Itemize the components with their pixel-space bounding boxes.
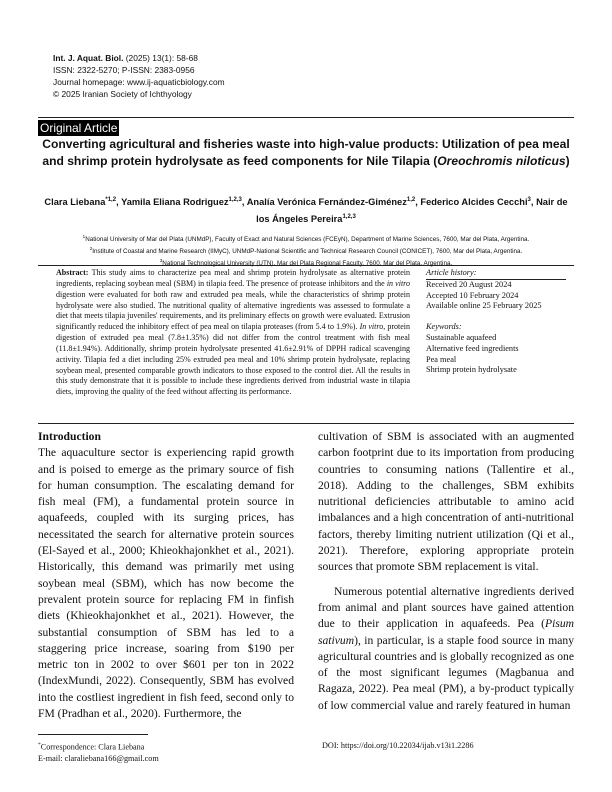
abstract-italic-1: in vitro bbox=[386, 278, 410, 288]
received-date: Received 20 August 2024 bbox=[426, 279, 512, 289]
correspondence: Correspondence: Clara Liebana bbox=[40, 742, 145, 752]
correspondence-email[interactable]: E-mail: claraliebana166@gmail.com bbox=[38, 753, 159, 763]
article-type-badge: Original Article bbox=[40, 121, 118, 135]
affiliation-line bbox=[40, 233, 572, 245]
affiliation-text: Institute of Coastal and Marine Research (IIMyC), UNMdP-National Scientific and Technical Research Council (CONICET), 7600, Mar del Plata, Argentina. bbox=[92, 247, 523, 255]
online-date: Available online 25 February 2025 bbox=[426, 301, 542, 311]
article-sidebar bbox=[426, 268, 576, 376]
keyword-item: Pea meal bbox=[426, 354, 457, 364]
intro-p2-text-b: ), in particular, is a staple food source in many agricultural countries and is globally recognized as one of the most significant legumes (Magbanua and Ragaza, 2022). Pea meal (PM), a by-product typically of low commercial value and rarely featured in human bbox=[318, 633, 574, 712]
author-name: Analía Verónica Fernández-Giménez bbox=[246, 197, 407, 208]
accepted-date: Accepted 10 February 2024 bbox=[426, 290, 519, 300]
abstract-text-3: , protein digestion of extruded pea meal (7.8±1.35%) did not differ from the control treatment with fish meal (11.8±1.94%). Additionally, shrimp protein hydrolysate presented 41.6±2.91% of DPPH radical scavenging activity. Tilapia fed a diet including 25% extruded pea meal and 10% shrimp protein hydrolysate, replacing soybean meal, presented comparable growth indicators to those exposed to the control diet. All the results in this study demonstrate that it is possible to include these ingredients derived from industrial waste in tilapia diets, improving the quality of the feed without affecting its performance. bbox=[56, 322, 410, 397]
abstract-italic-2: In vitro bbox=[359, 322, 384, 332]
author-separator: , bbox=[530, 197, 537, 208]
affiliation-line bbox=[40, 245, 572, 257]
abstract-text-1: This study aims to characterize pea meal and shrimp protein hydrolysate as alternative protein ingredients, replacing soybean meal (SBM) in tilapia feed. The presence of protease inhibitors and the bbox=[56, 268, 410, 288]
affiliations bbox=[40, 233, 572, 269]
volume-info: (2025) 13(1): 58-68 bbox=[123, 53, 198, 63]
footnote-rule bbox=[38, 734, 148, 735]
journal-header bbox=[53, 52, 353, 100]
author-separator: , bbox=[415, 197, 421, 208]
left-column bbox=[38, 429, 294, 722]
author-name: Nair de los Ángeles Pereira bbox=[256, 197, 568, 224]
abstract-label: Abstract: bbox=[56, 268, 89, 277]
journal-citation bbox=[53, 52, 353, 64]
intro-p2-text-a: Numerous potential alternative ingredients derived from animal and plant sources have gained attention due to their application in aquafeeds. Pea ( bbox=[318, 584, 574, 631]
author-affiliation-marker: 1,2 bbox=[406, 197, 416, 203]
keyword-item: Sustainable aquafeed bbox=[426, 332, 497, 342]
author-separator: , bbox=[116, 197, 122, 208]
species-name: Pisum sativum bbox=[318, 617, 574, 647]
author-affiliation-marker: 3 bbox=[527, 197, 531, 203]
article-history-label: Article history: bbox=[426, 268, 477, 277]
journal-homepage[interactable]: Journal homepage: www.ij-aquaticbiology.com bbox=[53, 77, 225, 87]
title-main: Converting agricultural and fisheries waste into high-value products: Utilization of pea meal and shrimp protein hydrolysate as feed components for Nile Tilapia ( bbox=[42, 137, 570, 169]
issn: ISSN: 2322-5270; P-ISSN: 2383-0956 bbox=[53, 65, 195, 75]
title-end: ) bbox=[565, 154, 570, 169]
author-separator: , bbox=[241, 197, 247, 208]
intro-paragraph-2 bbox=[318, 584, 574, 714]
copyright: © 2025 Iranian Society of Ichthyology bbox=[53, 89, 192, 99]
title-species: Oreochromis niloticus bbox=[437, 154, 566, 169]
affiliation-line bbox=[40, 257, 572, 269]
affiliation-number: 1 bbox=[82, 234, 86, 239]
author-affiliation-marker: 1,2,3 bbox=[342, 213, 356, 220]
author-affiliation-marker: *1,2 bbox=[105, 197, 117, 203]
article-title bbox=[40, 136, 572, 171]
abstract-top-rule bbox=[38, 265, 574, 266]
intro-paragraph-1: The aquaculture sector is experiencing rapid growth and is poised to emerge as the primary source of fish for human consumption. The escalating demand for fish meal (FM), a fundamental protein source in aquafeeds, coupled with its surging prices, has necessitated the search for alternative protein sources (El-Sayed et al., 2000; Khieokhajonkhet et al., 2021). Historically, this demand was primarily met using soybean meal (SBM), which has now become the prevalent protein source for replacing FM in finfish diets (Khieokhajonkhet et al., 2021). However, the substantial consumption of SBM has led to a staggering price increase, soaring from $190 per metric ton in 2002 to over $601 per ton in 2022 (IndexMundi, 2022). Consequently, SBM has evolved into the costliest ingredient in fish feed, second only to FM (Pradhan et al., 2020). Furthermore, the bbox=[38, 446, 294, 721]
abstract-text-2: digestion were evaluated for both raw and extruded pea meals, while the characteristics of shrimp protein hydrolysate were also studied. The nutritional quality of alternative ingredients was assessed to formulate a diet that meets tilapia juveniles' requirements, and its preliminary effects on growth were evaluated. Extrusion significantly reduced the inhibitory effect of pea meal on tilapia proteases (from 5.4 to 1.9%). bbox=[56, 289, 410, 332]
author-list bbox=[40, 193, 572, 226]
footnote bbox=[38, 740, 159, 764]
author-name: Clara Liebana bbox=[44, 197, 106, 208]
keyword-item: Shrimp protein hydrolysate bbox=[426, 365, 517, 375]
affiliation-number: 3 bbox=[159, 257, 163, 263]
intro-paragraph-1-cont: cultivation of SBM is associated with an augmented carbon footprint due to its importation from producing countries to consuming nations (Tallentire et al., 2018). Adding to the challenges, SBM exhibits nutritional deficiencies attributable to amino acid imbalances and a high concentration of anti-nutritional factors, thereby limiting nutrient utilization (Qi et al., 2021). Therefore, exploring appropriate protein sources that promote SBM replacement is vital. bbox=[318, 430, 574, 574]
author-affiliation-marker: 1,2,3 bbox=[228, 197, 242, 203]
abstract bbox=[56, 268, 410, 398]
keyword-item: Alternative feed ingredients bbox=[426, 343, 519, 353]
affiliation-text: National Technological University (UTN), Mar del Plata Regional Faculty, 7600, Mar del Plata, Argentina. bbox=[162, 259, 453, 267]
journal-name: Int. J. Aquat. Biol. bbox=[53, 53, 124, 63]
introduction-heading: Introduction bbox=[38, 430, 101, 443]
header-divider bbox=[38, 117, 574, 118]
author-name: Yamila Eliana Rodriguez bbox=[121, 197, 229, 208]
author-name: Federico Alcides Cecchi bbox=[420, 197, 528, 208]
footnote-marker: * bbox=[38, 742, 41, 748]
doi-link[interactable]: DOI: https://doi.org/10.22034/ijab.v13i1.2286 bbox=[322, 741, 474, 750]
keywords-label: Keywords: bbox=[426, 322, 462, 332]
abstract-bottom-rule bbox=[38, 423, 574, 424]
affiliation-text: National University of Mar del Plata (UNMdP), Faculty of Exact and Natural Sciences (FCEyN), Department of Marine Sciences, 7600, Mar del Plata, Argentina. bbox=[85, 236, 530, 244]
right-column bbox=[318, 429, 574, 714]
affiliation-number: 2 bbox=[89, 245, 93, 251]
